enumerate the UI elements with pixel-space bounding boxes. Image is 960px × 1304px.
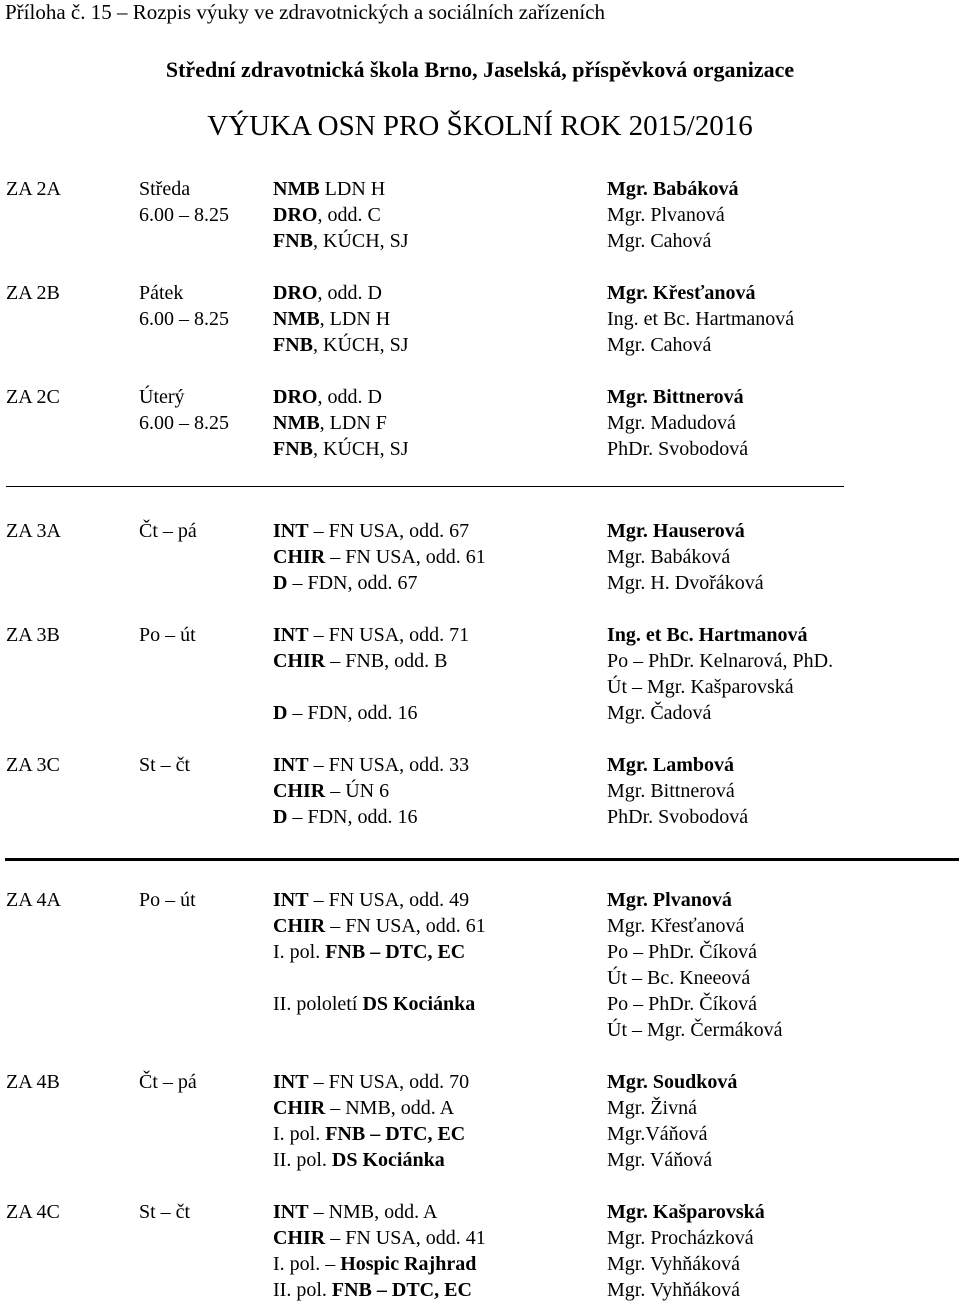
workplace-cell [273,913,486,939]
day-cell: St – čt [139,754,191,776]
table-row [0,1199,960,1225]
teacher-cell: Út – Mgr. Kašparovská [607,676,794,698]
teacher-cell: Po – PhDr. Číková [607,993,758,1015]
teacher-cell: Po – PhDr. Číková [607,941,758,963]
workplace-cell [273,622,469,648]
workplace-cell [273,1069,469,1095]
workplace-detail: – FN USA, odd. 41 [325,1227,486,1249]
table-row [0,1147,960,1173]
workplace-cell [273,384,382,410]
teacher-cell: Mgr. Soudková [607,1071,738,1093]
workplace-detail: , odd. D [317,282,382,304]
workplace-detail: , odd. D [317,386,382,408]
day-cell: Po – út [139,624,196,646]
workplace-cell [273,436,409,462]
workplace-detail: – FDN, odd. 67 [287,572,418,594]
page-heading: VÝUKA OSN PRO ŠKOLNÍ ROK 2015/2016 [207,110,753,142]
workplace-name: FNB [273,230,313,252]
workplace-cell [273,1277,472,1303]
workplace-detail: – FDN, odd. 16 [287,702,418,724]
workplace-detail: LDN H [319,178,386,200]
workplace-name: CHIR [273,546,326,568]
workplace-name: FNB [273,334,313,356]
section-divider-thick [5,858,959,861]
workplace-detail: – NMB, odd. A [325,1097,455,1119]
teacher-cell: Ing. et Bc. Hartmanová [607,308,795,330]
day-cell: 6.00 – 8.25 [139,204,229,226]
workplace-cell [273,280,382,306]
workplace-detail: – FNB, odd. B [325,650,448,672]
day-cell: Čt – pá [139,520,197,542]
class-cell: ZA 3B [6,624,60,646]
workplace-cell [273,570,417,596]
workplace-detail: , KÚCH, SJ [313,438,409,460]
workplace-cell [273,1199,437,1225]
teacher-cell: Mgr. Křesťanová [607,282,756,304]
workplace-cell [273,778,389,804]
teacher-cell: Mgr. Plvanová [607,889,732,911]
table-row [0,518,960,544]
workplace-cell [273,939,465,965]
table-row [0,752,960,778]
workplace-detail: , KÚCH, SJ [313,230,409,252]
day-cell: Středa [139,178,191,200]
workplace-cell [273,1225,486,1251]
workplace-name: DS Kociánka [331,1149,445,1171]
workplace-cell [273,228,409,254]
day-cell: St – čt [139,1201,191,1223]
document-title: Příloha č. 15 – Rozpis výuky ve zdravotnických a sociálních zařízeních [5,0,606,24]
workplace-cell [273,544,486,570]
table-row [0,1225,960,1251]
workplace-name: INT [273,624,309,646]
workplace-cell [273,332,409,358]
teacher-cell: Mgr. H. Dvořáková [607,572,764,594]
workplace-name: DRO [273,204,318,226]
workplace-name: DRO [273,282,318,304]
table-row [0,804,960,830]
table-row [0,384,960,410]
teacher-cell: Mgr.Váňová [607,1123,708,1145]
workplace-detail: – FN USA, odd. 33 [308,754,470,776]
table-row [0,939,960,965]
teacher-cell: Mgr. Vyhňáková [607,1279,740,1301]
workplace-name: FNB – DTC, EC [325,1123,466,1145]
teacher-cell: Út – Mgr. Čermáková [607,1019,783,1041]
workplace-name: INT [273,889,309,911]
class-cell: ZA 4A [6,889,61,911]
class-cell: ZA 2A [6,178,61,200]
table-row [0,648,960,674]
teacher-cell: Mgr. Cahová [607,334,712,356]
table-row [0,991,960,1017]
table-row [0,1069,960,1095]
workplace-prefix: II. pololetí [273,993,363,1015]
workplace-detail: – ÚN 6 [325,780,390,802]
teacher-cell: Po – PhDr. Kelnarová, PhD. [607,650,834,672]
table-row [0,887,960,913]
workplace-name: DS Kociánka [362,993,476,1015]
teacher-cell: Mgr. Bittnerová [607,780,735,802]
workplace-name: INT [273,754,309,776]
school-name: Střední zdravotnická škola Brno, Jaselská, příspěvková organizace [165,57,795,82]
teacher-cell: Mgr. Kašparovská [607,1201,765,1223]
day-cell: 6.00 – 8.25 [139,412,229,434]
teacher-cell: PhDr. Svobodová [607,806,749,828]
workplace-cell [273,176,385,202]
teacher-cell: Mgr. Madudová [607,412,736,434]
teacher-cell: Mgr. Živná [607,1097,697,1119]
workplace-name: CHIR [273,1097,326,1119]
teacher-cell: Mgr. Vyhňáková [607,1253,740,1275]
class-cell: ZA 2B [6,282,60,304]
teacher-cell: Mgr. Křesťanová [607,915,745,937]
table-row [0,778,960,804]
section-divider-thin [6,486,844,487]
day-cell: 6.00 – 8.25 [139,308,229,330]
table-row [0,1121,960,1147]
table-row [0,228,960,254]
table-row [0,1095,960,1121]
table-row [0,1017,960,1043]
day-cell: Čt – pá [139,1071,197,1093]
workplace-detail: – FN USA, odd. 49 [308,889,470,911]
teacher-cell: Ing. et Bc. Hartmanová [607,624,808,646]
table-row [0,1251,960,1277]
workplace-name: INT [273,520,309,542]
workplace-name: CHIR [273,780,326,802]
workplace-detail: – FDN, odd. 16 [287,806,418,828]
workplace-name: CHIR [273,915,326,937]
workplace-name: FNB [273,438,313,460]
class-cell: ZA 4C [6,1201,60,1223]
table-row [0,176,960,202]
workplace-name: NMB [273,308,320,330]
day-cell: Pátek [139,282,184,304]
workplace-prefix: II. pol. [273,1279,332,1301]
teacher-cell: Mgr. Cahová [607,230,712,252]
teacher-cell: Mgr. Babáková [607,178,739,200]
table-row [0,570,960,596]
workplace-cell [273,1251,476,1277]
workplace-detail: – FN USA, odd. 67 [308,520,470,542]
class-cell: ZA 3C [6,754,60,776]
table-row [0,1277,960,1303]
workplace-name: Hospic Rajhrad [340,1253,477,1275]
workplace-cell [273,518,469,544]
class-cell: ZA 3A [6,520,61,542]
workplace-name: DRO [273,386,318,408]
class-cell: ZA 4B [6,1071,60,1093]
workplace-name: CHIR [273,650,326,672]
workplace-name: D [273,572,288,594]
table-row [0,280,960,306]
table-row [0,913,960,939]
teacher-cell: Mgr. Váňová [607,1149,713,1171]
workplace-detail: , LDN H [319,308,391,330]
workplace-name: FNB – DTC, EC [325,941,466,963]
workplace-cell [273,648,447,674]
workplace-detail: , odd. C [317,204,381,226]
workplace-cell [273,1095,454,1121]
workplace-cell [273,202,381,228]
table-row [0,202,960,228]
table-row [0,965,960,991]
table-row [0,436,960,462]
workplace-cell [273,1147,445,1173]
teacher-cell: Mgr. Procházková [607,1227,754,1249]
workplace-name: D [273,806,288,828]
table-row [0,332,960,358]
workplace-cell [273,700,417,726]
table-row [0,622,960,648]
workplace-detail: – NMB, odd. A [308,1201,438,1223]
table-row [0,674,960,700]
workplace-cell [273,1121,465,1147]
workplace-name: INT [273,1201,309,1223]
workplace-cell [273,306,390,332]
teacher-cell: Mgr. Plvanová [607,204,725,226]
class-cell: ZA 2C [6,386,60,408]
workplace-detail: , KÚCH, SJ [313,334,409,356]
workplace-detail: – FN USA, odd. 71 [308,624,470,646]
workplace-name: NMB [273,412,320,434]
workplace-prefix: I. pol. [273,1123,326,1145]
day-cell: Úterý [139,386,185,408]
workplace-name: FNB – DTC, EC [331,1279,472,1301]
workplace-detail: – FN USA, odd. 61 [325,546,486,568]
table-row [0,410,960,436]
workplace-prefix: I. pol. – [273,1253,341,1275]
workplace-name: D [273,702,288,724]
workplace-cell [273,752,469,778]
day-cell: Po – út [139,889,196,911]
workplace-cell [273,410,387,436]
workplace-detail: – FN USA, odd. 61 [325,915,486,937]
workplace-name: INT [273,1071,309,1093]
table-row [0,306,960,332]
workplace-detail: , LDN F [319,412,387,434]
teacher-cell: Mgr. Hauserová [607,520,745,542]
teacher-cell: Mgr. Lambová [607,754,735,776]
teacher-cell: Mgr. Bittnerová [607,386,744,408]
table-row [0,700,960,726]
workplace-detail: – FN USA, odd. 70 [308,1071,470,1093]
workplace-name: CHIR [273,1227,326,1249]
teacher-cell: Mgr. Babáková [607,546,731,568]
table-row [0,544,960,570]
teacher-cell: PhDr. Svobodová [607,438,749,460]
workplace-cell [273,991,475,1017]
teacher-cell: Mgr. Čadová [607,702,712,724]
workplace-cell [273,804,417,830]
workplace-name: NMB [273,178,320,200]
workplace-prefix: I. pol. [273,941,326,963]
teacher-cell: Út – Bc. Kneeová [607,967,751,989]
workplace-cell [273,887,469,913]
workplace-prefix: II. pol. [273,1149,332,1171]
